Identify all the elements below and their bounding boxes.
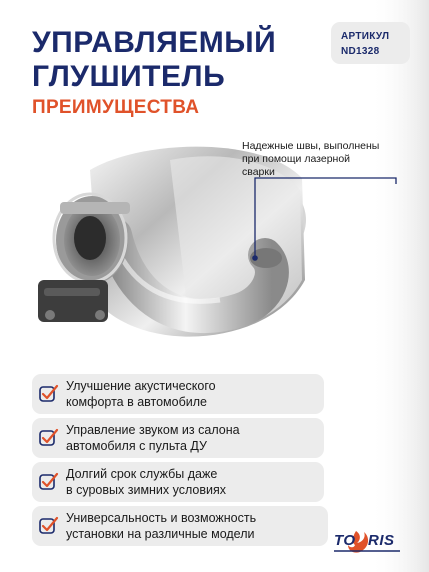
callout-text [242, 140, 422, 179]
callout-line-2: при помощи лазерной [242, 153, 351, 165]
checkmark-icon [38, 516, 60, 536]
benefit-line-2: автомобиля с пульта ДУ [66, 438, 207, 453]
checkmark-icon [38, 384, 60, 404]
benefit-text [66, 467, 321, 498]
title-line-2: ГЛУШИТЕЛЬ [32, 60, 226, 93]
logo-text-part-1: TO [334, 532, 356, 549]
logo-text-part-2: RIS [368, 532, 395, 549]
benefit-item-acoustic [32, 374, 324, 414]
benefit-line-2: установки на различные модели [66, 526, 255, 541]
callout-line-3: сварки [242, 166, 275, 178]
title-line-1: УПРАВЛЯЕМЫЙ [32, 26, 277, 59]
article-label: АРТИКУЛ [341, 31, 390, 42]
benefit-line-1: Управление звуком из салона [66, 423, 240, 437]
benefit-line-2: комфорта в автомобиле [66, 394, 207, 409]
benefit-item-universal [32, 506, 328, 546]
benefit-item-remote [32, 418, 324, 458]
callout-line-1: Надежные швы, выполнены [242, 140, 380, 152]
benefit-text [66, 423, 321, 454]
benefit-line-1: Долгий срок службы даже [66, 467, 218, 481]
benefit-line-1: Улучшение акустического [66, 379, 216, 393]
brand-logo [330, 527, 410, 555]
benefit-line-2: в суровых зимних условиях [66, 482, 227, 497]
benefit-text [66, 379, 321, 410]
benefit-line-1: Универсальность и возможность [66, 511, 257, 525]
page-subtitle: ПРЕИМУЩЕСТВА [32, 97, 200, 118]
benefit-item-durability [32, 462, 324, 502]
article-number: ND1328 [341, 46, 380, 57]
checkmark-icon [38, 428, 60, 448]
benefit-text [66, 511, 321, 542]
checkmark-icon [38, 472, 60, 492]
